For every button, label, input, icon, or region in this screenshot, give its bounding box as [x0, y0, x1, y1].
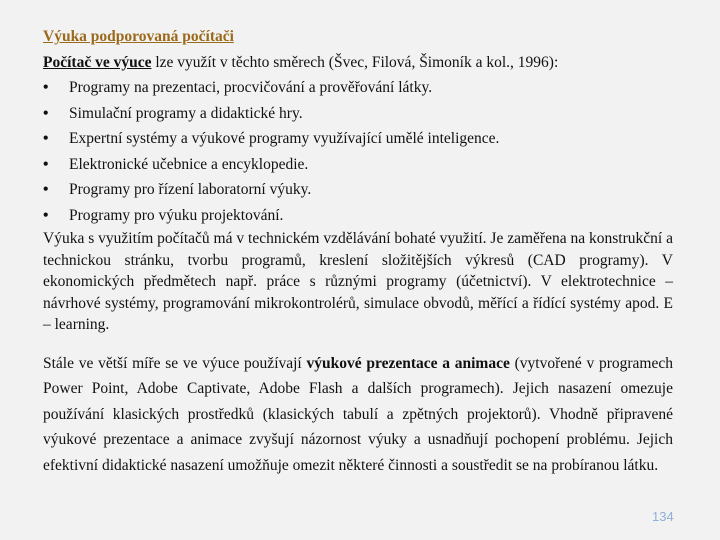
intro-line	[43, 50, 673, 76]
list-item	[43, 75, 673, 101]
slide-title: Výuka podporovaná počítači	[43, 28, 234, 45]
list-item	[43, 203, 673, 229]
bullet-icon: •	[43, 79, 49, 96]
paragraph-presentations-strong: výukové prezentace a animace	[306, 354, 510, 372]
list-item-text: Expertní systémy a výukové programy využívající umělé inteligence.	[69, 130, 500, 147]
list-item	[43, 126, 673, 152]
list-item-text: Programy pro řízení laboratorní výuky.	[69, 181, 312, 198]
paragraph-technical-education: Výuka s využitím počítačů má v technickém vzdělávání bohaté využití. Je zaměřena na konstrukční a technickou stránku, tvorbu programů, kreslení složitějších výkresů (CAD programy). V ekonomických předmětech např. práce s různými programy (účetnictví). V elektrotechnice – návrhové systémy, programování mikrokontrolérů, simulace obvodů, měřící a řídící systémy apod. E – learning.	[43, 230, 673, 333]
bullet-icon: •	[43, 130, 49, 147]
intro-strong: Počítač ve výuce	[43, 53, 152, 71]
paragraph-presentations-before: Stále ve větší míře se ve výuce používají	[43, 354, 307, 372]
intro-rest: lze využít v těchto směrech (Švec, Filová, Šimoník a kol., 1996):	[151, 53, 559, 71]
bullet-icon: •	[43, 104, 49, 122]
list-item	[43, 152, 673, 178]
slide-content	[43, 24, 673, 478]
bullet-icon: •	[43, 206, 49, 224]
bullet-icon: •	[43, 181, 49, 198]
list-item-text: Programy na prezentaci, procvičování a prověřování látky.	[69, 79, 433, 96]
page-number: 134	[652, 509, 674, 524]
paragraph-presentations-after: (vytvořené v programech Power Point, Adobe Captivate, Adobe Flash a dalších programech). Jejich nasazení omezuje používání klasických prostředků (klasických tabulí a zpětných projektorů). Vhodně připravené výukové prezentace a animace zvyšují názornost výuky a usnadňují pochopení problému. Jejich efektivní didaktické nasazení umožňuje omezit některé činnosti a soustředit se na probíranou látku.	[43, 354, 674, 474]
paragraph-presentations	[43, 351, 673, 479]
list-item-text: Programy pro výuku projektování.	[69, 206, 284, 224]
list-item-text: Elektronické učebnice a encyklopedie.	[69, 155, 309, 173]
list-item-text: Simulační programy a didaktické hry.	[69, 104, 303, 122]
bullet-icon: •	[43, 155, 49, 173]
bullet-list	[43, 75, 673, 228]
list-item	[43, 101, 673, 127]
list-item	[43, 177, 673, 203]
